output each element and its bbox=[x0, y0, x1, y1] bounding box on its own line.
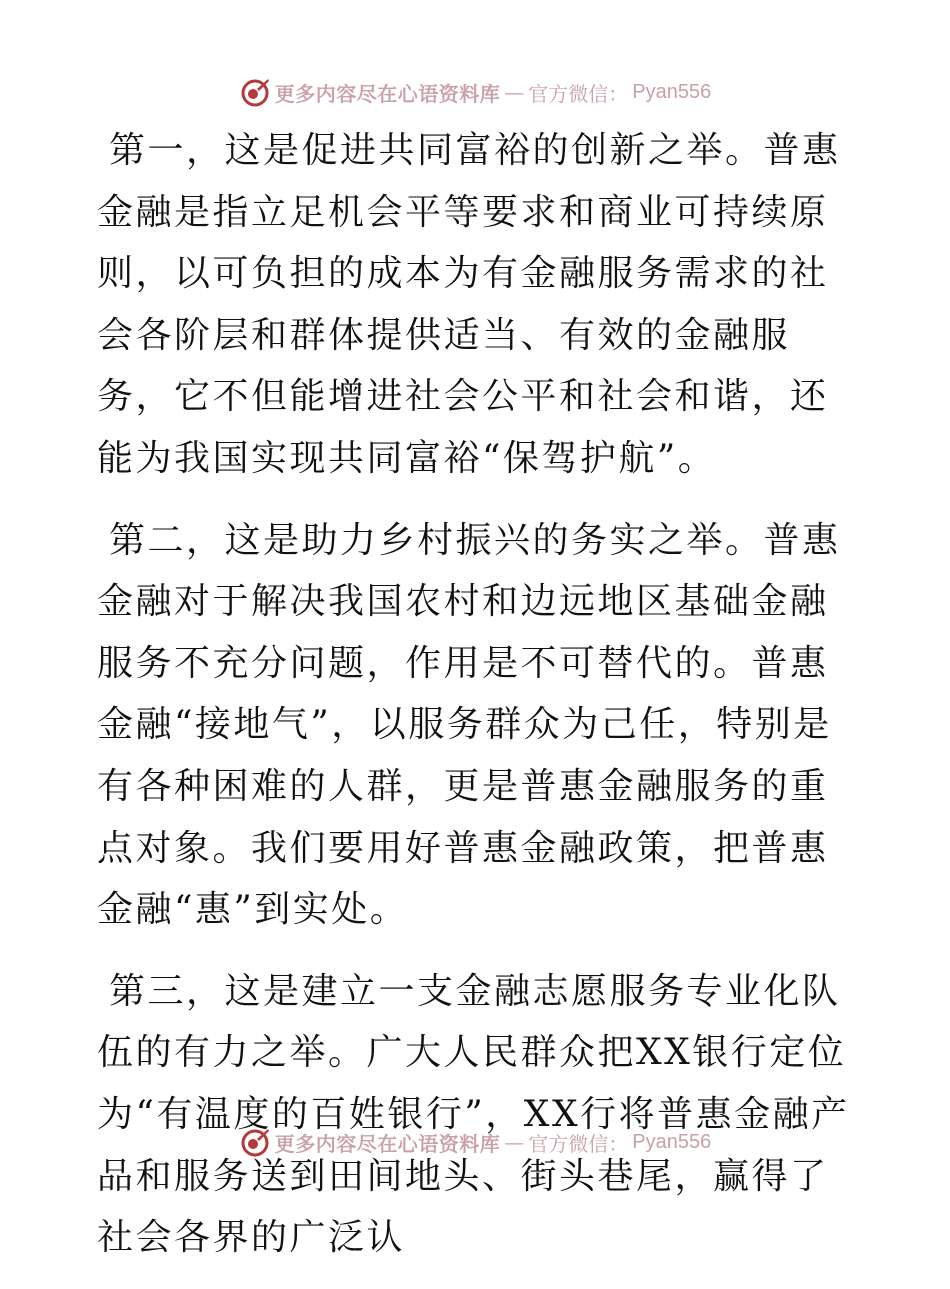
wechat-id: Pyan556 bbox=[632, 1130, 712, 1153]
banner-separator: — bbox=[504, 80, 525, 104]
document-body bbox=[97, 120, 857, 1289]
paragraph-3: 第三，这是建立一支金融志愿服务专业化队伍的有力之举。广大人民群众把XX银行定位为“有温度的百姓银行”，XX行将普惠金融产品和服务送到田间地头、街头巷尾，赢得了社会各界的广泛认 bbox=[97, 970, 850, 1259]
banner-text: 更多内容尽在心语资料库 bbox=[274, 1131, 501, 1156]
paragraph-2: 第二，这是助力乡村振兴的务实之举。普惠金融对于解决我国农村和边远地区基础金融服务不充分问题，作用是不可替代的。普惠金融“接地气”，以服务群众为己任，特别是有各种困难的人群，更是普惠金融服务的重点对象。我们要用好普惠金融政策，把普惠金融“惠”到实处。 bbox=[97, 519, 841, 931]
banner-text: 更多内容尽在心语资料库 bbox=[274, 81, 501, 106]
wechat-id: Pyan556 bbox=[632, 80, 712, 103]
footer-banner bbox=[0, 1122, 950, 1162]
wechat-label: 官方微信： bbox=[528, 1131, 629, 1156]
header-banner bbox=[0, 72, 950, 112]
wechat-label: 官方微信： bbox=[528, 81, 629, 106]
logo-icon bbox=[239, 76, 271, 108]
logo-icon bbox=[239, 1126, 271, 1158]
paragraph-1: 第一，这是促进共同富裕的创新之举。普惠金融是指立足机会平等要求和商业可持续原则，以可负担的成本为有金融服务需求的社会各阶层和群体提供适当、有效的金融服务，它不但能增进社会公平和社会和谐，还能为我国实现共同富裕“保驾护航”。 bbox=[97, 130, 841, 479]
banner-separator: — bbox=[504, 1130, 525, 1154]
